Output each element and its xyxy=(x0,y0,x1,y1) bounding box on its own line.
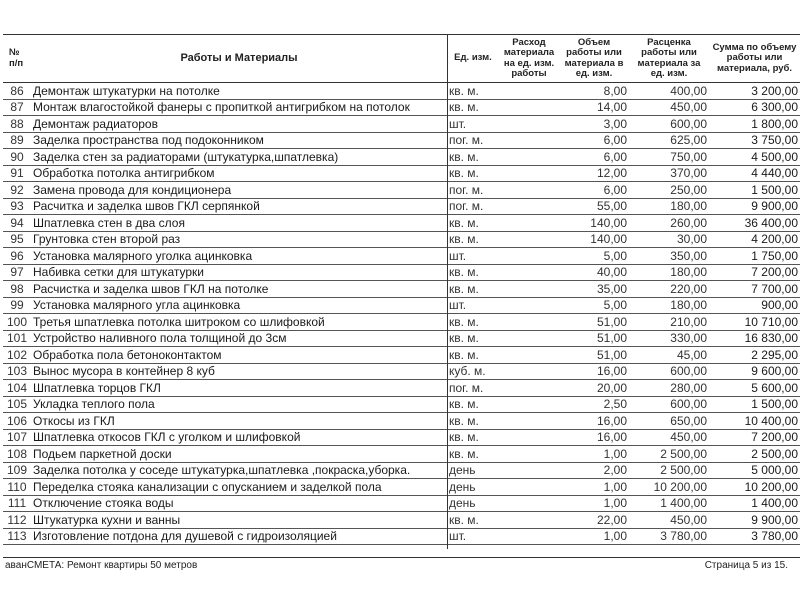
work-name-cell: Отключение стояка воды xyxy=(31,495,447,512)
quantity-cell: 1,00 xyxy=(559,495,629,512)
work-name-cell: Подьем паркетной доски xyxy=(31,446,447,463)
total-sum-cell: 16 830,00 xyxy=(709,330,800,347)
header-unit: Ед. изм. xyxy=(447,35,499,83)
row-number-cell: 94 xyxy=(3,215,31,232)
quantity-cell: 1,00 xyxy=(559,446,629,463)
unit-price-cell: 250,00 xyxy=(629,182,709,199)
material-rate-cell xyxy=(499,264,559,281)
material-rate-cell xyxy=(499,512,559,529)
row-number-cell: 106 xyxy=(3,413,31,430)
material-rate-cell xyxy=(499,363,559,380)
unit-cell: кв. м. xyxy=(447,231,499,248)
material-rate-cell xyxy=(499,99,559,116)
total-sum-cell: 9 600,00 xyxy=(709,363,800,380)
unit-price-cell: 45,00 xyxy=(629,347,709,364)
unit-cell: день xyxy=(447,479,499,496)
table-row xyxy=(3,495,800,512)
unit-price-cell: 260,00 xyxy=(629,215,709,232)
unit-price-cell: 2 500,00 xyxy=(629,446,709,463)
row-number-cell: 105 xyxy=(3,396,31,413)
row-number-cell: 86 xyxy=(3,83,31,100)
material-rate-cell xyxy=(499,281,559,298)
total-sum-cell: 4 200,00 xyxy=(709,231,800,248)
total-sum-cell: 1 500,00 xyxy=(709,182,800,199)
unit-cell: кв. м. xyxy=(447,281,499,298)
material-rate-cell xyxy=(499,429,559,446)
unit-cell: кв. м. xyxy=(447,446,499,463)
row-number-cell: 107 xyxy=(3,429,31,446)
material-rate-cell xyxy=(499,83,559,100)
unit-cell: кв. м. xyxy=(447,264,499,281)
unit-cell: день xyxy=(447,462,499,479)
unit-price-cell: 750,00 xyxy=(629,149,709,166)
unit-cell: шт. xyxy=(447,116,499,133)
unit-price-cell: 180,00 xyxy=(629,198,709,215)
material-rate-cell xyxy=(499,132,559,149)
unit-price-cell: 450,00 xyxy=(629,99,709,116)
row-number-cell: 109 xyxy=(3,462,31,479)
unit-price-cell: 600,00 xyxy=(629,116,709,133)
total-sum-cell: 1 400,00 xyxy=(709,495,800,512)
table-row xyxy=(3,479,800,496)
work-name-cell: Шпатлевка торцов ГКЛ xyxy=(31,380,447,397)
material-rate-cell xyxy=(499,446,559,463)
table-header-row xyxy=(3,35,800,83)
work-name-cell: Грунтовка стен второй раз xyxy=(31,231,447,248)
work-name-cell: Откосы из ГКЛ xyxy=(31,413,447,430)
material-rate-cell xyxy=(499,198,559,215)
quantity-cell: 20,00 xyxy=(559,380,629,397)
table-row xyxy=(3,314,800,331)
quantity-cell: 16,00 xyxy=(559,429,629,446)
work-name-cell: Обработка потолка антигрибком xyxy=(31,165,447,182)
total-sum-cell: 4 440,00 xyxy=(709,165,800,182)
total-sum-cell: 10 400,00 xyxy=(709,413,800,430)
total-sum-cell: 2 295,00 xyxy=(709,347,800,364)
material-rate-cell xyxy=(499,479,559,496)
work-name-cell: Монтаж влагостойкой фанеры с пропиткой антигрибком на потолок xyxy=(31,99,447,116)
material-rate-cell xyxy=(499,182,559,199)
unit-cell: куб. м. xyxy=(447,363,499,380)
total-sum-cell: 3 200,00 xyxy=(709,83,800,100)
unit-cell: день xyxy=(447,495,499,512)
unit-cell: кв. м. xyxy=(447,396,499,413)
work-name-cell: Замена провода для кондиционера xyxy=(31,182,447,199)
document-title: аванСМЕТА: Ремонт квартиры 50 метров xyxy=(5,560,198,571)
total-sum-cell: 7 700,00 xyxy=(709,281,800,298)
quantity-cell: 1,00 xyxy=(559,528,629,545)
work-name-cell: Заделка потолка у соседе штукатурка,шпатлевка ,покраска,уборка. xyxy=(31,462,447,479)
table-row xyxy=(3,198,800,215)
total-sum-cell: 3 750,00 xyxy=(709,132,800,149)
unit-cell: кв. м. xyxy=(447,330,499,347)
work-name-cell: Укладка теплого пола xyxy=(31,396,447,413)
work-name-cell: Заделка стен за радиаторами (штукатурка,шпатлевка) xyxy=(31,149,447,166)
quantity-cell: 40,00 xyxy=(559,264,629,281)
material-rate-cell xyxy=(499,248,559,265)
table-row xyxy=(3,231,800,248)
material-rate-cell xyxy=(499,215,559,232)
row-number-cell: 89 xyxy=(3,132,31,149)
quantity-cell: 2,00 xyxy=(559,462,629,479)
table-row xyxy=(3,182,800,199)
table-row xyxy=(3,528,800,545)
unit-cell: кв. м. xyxy=(447,413,499,430)
material-rate-cell xyxy=(499,495,559,512)
quantity-cell: 5,00 xyxy=(559,248,629,265)
estimate-table xyxy=(3,35,800,545)
unit-cell: пог. м. xyxy=(447,132,499,149)
work-name-cell: Установка малярного угла ацинковка xyxy=(31,297,447,314)
material-rate-cell xyxy=(499,165,559,182)
work-name-cell: Обработка пола бетоноконтактом xyxy=(31,347,447,364)
row-number-cell: 113 xyxy=(3,528,31,545)
table-row xyxy=(3,462,800,479)
unit-cell: кв. м. xyxy=(447,83,499,100)
table-row xyxy=(3,429,800,446)
quantity-cell: 51,00 xyxy=(559,314,629,331)
quantity-cell: 51,00 xyxy=(559,330,629,347)
table-row xyxy=(3,347,800,364)
row-number-cell: 96 xyxy=(3,248,31,265)
unit-price-cell: 210,00 xyxy=(629,314,709,331)
material-rate-cell xyxy=(499,314,559,331)
material-rate-cell xyxy=(499,380,559,397)
row-number-cell: 99 xyxy=(3,297,31,314)
total-sum-cell: 5 000,00 xyxy=(709,462,800,479)
unit-price-cell: 180,00 xyxy=(629,297,709,314)
unit-price-cell: 625,00 xyxy=(629,132,709,149)
total-sum-cell: 9 900,00 xyxy=(709,198,800,215)
row-number-cell: 98 xyxy=(3,281,31,298)
row-number-cell: 101 xyxy=(3,330,31,347)
table-body xyxy=(3,83,800,545)
row-number-cell: 97 xyxy=(3,264,31,281)
material-rate-cell xyxy=(499,396,559,413)
work-name-cell: Заделка пространства под подоконником xyxy=(31,132,447,149)
material-rate-cell xyxy=(499,149,559,166)
quantity-cell: 140,00 xyxy=(559,215,629,232)
quantity-cell: 22,00 xyxy=(559,512,629,529)
row-number-cell: 95 xyxy=(3,231,31,248)
quantity-cell: 5,00 xyxy=(559,297,629,314)
work-name-cell: Устройство наливного пола толщиной до 3см xyxy=(31,330,447,347)
quantity-cell: 51,00 xyxy=(559,347,629,364)
total-sum-cell: 5 600,00 xyxy=(709,380,800,397)
unit-price-cell: 1 400,00 xyxy=(629,495,709,512)
row-number-cell: 91 xyxy=(3,165,31,182)
quantity-cell: 35,00 xyxy=(559,281,629,298)
quantity-cell: 14,00 xyxy=(559,99,629,116)
unit-price-cell: 450,00 xyxy=(629,512,709,529)
work-name-cell: Шпатлевка откосов ГКЛ с уголком и шлифовкой xyxy=(31,429,447,446)
header-qty: Объем работы или материала в ед. изм. xyxy=(559,35,629,83)
unit-cell: шт. xyxy=(447,528,499,545)
total-sum-cell: 6 300,00 xyxy=(709,99,800,116)
material-rate-cell xyxy=(499,347,559,364)
material-rate-cell xyxy=(499,528,559,545)
work-name-cell: Третья шпатлевка потолка шитроком со шлифовкой xyxy=(31,314,447,331)
unit-price-cell: 600,00 xyxy=(629,396,709,413)
work-name-cell: Демонтаж радиаторов xyxy=(31,116,447,133)
material-rate-cell xyxy=(499,116,559,133)
row-number-cell: 111 xyxy=(3,495,31,512)
row-number-cell: 110 xyxy=(3,479,31,496)
quantity-cell: 16,00 xyxy=(559,413,629,430)
header-num: № п/п xyxy=(3,35,31,83)
page-number: Страница 5 из 15. xyxy=(704,560,788,571)
row-number-cell: 90 xyxy=(3,149,31,166)
row-number-cell: 104 xyxy=(3,380,31,397)
unit-price-cell: 600,00 xyxy=(629,363,709,380)
table-row xyxy=(3,99,800,116)
table-row xyxy=(3,297,800,314)
total-sum-cell: 7 200,00 xyxy=(709,264,800,281)
table-row xyxy=(3,165,800,182)
unit-price-cell: 350,00 xyxy=(629,248,709,265)
row-number-cell: 93 xyxy=(3,198,31,215)
quantity-cell: 55,00 xyxy=(559,198,629,215)
total-sum-cell: 10 710,00 xyxy=(709,314,800,331)
unit-price-cell: 370,00 xyxy=(629,165,709,182)
work-name-cell: Установка малярного уголка ацинковка xyxy=(31,248,447,265)
work-name-cell: Расчистка и заделка швов ГКЛ на потолке xyxy=(31,281,447,298)
unit-price-cell: 220,00 xyxy=(629,281,709,298)
unit-cell: шт. xyxy=(447,297,499,314)
header-price: Расценка работы или материала за ед. изм. xyxy=(629,35,709,83)
table-row xyxy=(3,132,800,149)
quantity-cell: 6,00 xyxy=(559,182,629,199)
quantity-cell: 2,50 xyxy=(559,396,629,413)
total-sum-cell: 9 900,00 xyxy=(709,512,800,529)
total-sum-cell: 36 400,00 xyxy=(709,215,800,232)
work-name-cell: Шпатлевка стен в два слоя xyxy=(31,215,447,232)
unit-cell: кв. м. xyxy=(447,512,499,529)
work-name-cell: Переделка стояка канализации с опусканием и заделкой пола xyxy=(31,479,447,496)
unit-cell: кв. м. xyxy=(447,99,499,116)
material-rate-cell xyxy=(499,330,559,347)
table-row xyxy=(3,116,800,133)
table-row xyxy=(3,363,800,380)
total-sum-cell: 1 500,00 xyxy=(709,396,800,413)
header-name: Работы и Материалы xyxy=(31,35,447,83)
material-rate-cell xyxy=(499,462,559,479)
total-sum-cell: 1 750,00 xyxy=(709,248,800,265)
unit-price-cell: 280,00 xyxy=(629,380,709,397)
total-sum-cell: 1 800,00 xyxy=(709,116,800,133)
quantity-cell: 3,00 xyxy=(559,116,629,133)
table-row xyxy=(3,396,800,413)
unit-cell: кв. м. xyxy=(447,314,499,331)
total-sum-cell: 3 780,00 xyxy=(709,528,800,545)
work-name-cell: Изготовление потдона для душевой с гидроизоляцией xyxy=(31,528,447,545)
unit-cell: пог. м. xyxy=(447,380,499,397)
unit-price-cell: 330,00 xyxy=(629,330,709,347)
row-number-cell: 112 xyxy=(3,512,31,529)
quantity-cell: 8,00 xyxy=(559,83,629,100)
material-rate-cell xyxy=(499,297,559,314)
row-number-cell: 108 xyxy=(3,446,31,463)
unit-price-cell: 450,00 xyxy=(629,429,709,446)
total-sum-cell: 900,00 xyxy=(709,297,800,314)
unit-cell: кв. м. xyxy=(447,215,499,232)
work-name-cell: Расчитка и заделка швов ГКЛ серпянкой xyxy=(31,198,447,215)
work-name-cell: Набивка сетки для штукатурки xyxy=(31,264,447,281)
quantity-cell: 6,00 xyxy=(559,132,629,149)
total-sum-cell: 10 200,00 xyxy=(709,479,800,496)
work-name-cell: Штукатурка кухни и ванны xyxy=(31,512,447,529)
table-row xyxy=(3,248,800,265)
unit-price-cell: 650,00 xyxy=(629,413,709,430)
quantity-cell: 16,00 xyxy=(559,363,629,380)
unit-cell: кв. м. xyxy=(447,165,499,182)
material-rate-cell xyxy=(499,231,559,248)
total-sum-cell: 7 200,00 xyxy=(709,429,800,446)
table-row xyxy=(3,83,800,100)
row-number-cell: 88 xyxy=(3,116,31,133)
table-row xyxy=(3,380,800,397)
table-row xyxy=(3,330,800,347)
work-name-cell: Вынос мусора в контейнер 8 куб xyxy=(31,363,447,380)
row-number-cell: 87 xyxy=(3,99,31,116)
table-row xyxy=(3,149,800,166)
unit-cell: пог. м. xyxy=(447,182,499,199)
total-sum-cell: 2 500,00 xyxy=(709,446,800,463)
unit-price-cell: 2 500,00 xyxy=(629,462,709,479)
work-name-cell: Демонтаж штукатурки на потолке xyxy=(31,83,447,100)
unit-cell: кв. м. xyxy=(447,149,499,166)
unit-price-cell: 400,00 xyxy=(629,83,709,100)
material-rate-cell xyxy=(499,413,559,430)
table-row xyxy=(3,215,800,232)
unit-price-cell: 10 200,00 xyxy=(629,479,709,496)
header-sum: Сумма по объему работы или материала, руб. xyxy=(709,35,800,83)
table-row xyxy=(3,413,800,430)
table-row xyxy=(3,264,800,281)
row-number-cell: 102 xyxy=(3,347,31,364)
footer-rule xyxy=(3,557,800,558)
unit-price-cell: 180,00 xyxy=(629,264,709,281)
row-number-cell: 103 xyxy=(3,363,31,380)
row-number-cell: 100 xyxy=(3,314,31,331)
quantity-cell: 1,00 xyxy=(559,479,629,496)
header-rate: Расход материала на ед. изм. работы xyxy=(499,35,559,83)
unit-cell: кв. м. xyxy=(447,429,499,446)
quantity-cell: 140,00 xyxy=(559,231,629,248)
row-number-cell: 92 xyxy=(3,182,31,199)
table-row xyxy=(3,512,800,529)
unit-price-cell: 3 780,00 xyxy=(629,528,709,545)
unit-cell: шт. xyxy=(447,248,499,265)
unit-cell: пог. м. xyxy=(447,198,499,215)
quantity-cell: 12,00 xyxy=(559,165,629,182)
unit-price-cell: 30,00 xyxy=(629,231,709,248)
table-row xyxy=(3,281,800,298)
table-row xyxy=(3,446,800,463)
total-sum-cell: 4 500,00 xyxy=(709,149,800,166)
column-divider xyxy=(447,34,448,549)
unit-cell: кв. м. xyxy=(447,347,499,364)
quantity-cell: 6,00 xyxy=(559,149,629,166)
